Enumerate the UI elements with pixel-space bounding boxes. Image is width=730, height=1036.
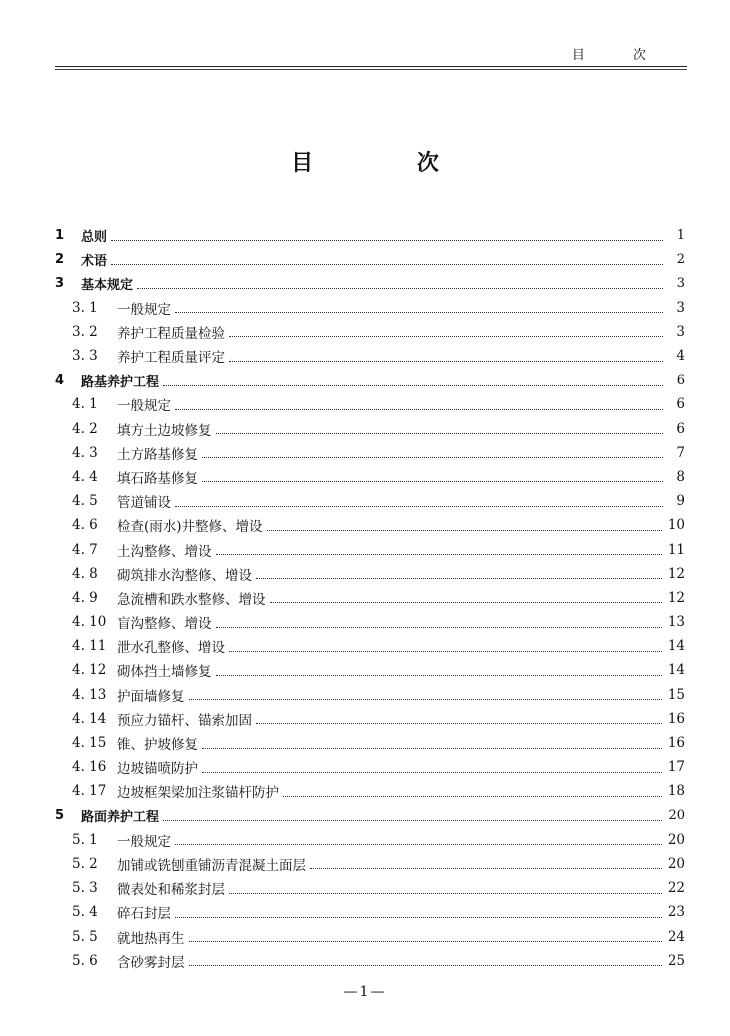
toc-entry-page: 14 [667,638,685,655]
toc-entry-title: 砌体挡土墙修复 [117,664,212,681]
toc-entry-number: 5. 5 [72,928,98,945]
toc-section-entry[interactable] [55,828,685,852]
toc-entry-page: 8 [676,468,685,485]
toc-dot-leader [175,409,663,410]
toc-section-entry[interactable] [55,852,685,876]
toc-dot-leader [283,796,662,797]
toc-entry-title: 术语 [81,253,108,269]
toc-entry-page: 10 [667,517,685,534]
toc-dot-leader [202,748,662,749]
toc-entry-number: 4. 13 [72,686,107,703]
toc-entry-number: 4. 16 [72,759,107,776]
toc-entry-number: 4 [55,372,65,388]
toc-entry-title: 急流槽和跌水整修、增设 [117,591,266,608]
toc-entry-page: 3 [676,323,685,340]
header-rule [55,66,687,67]
toc-section-entry[interactable] [55,562,685,586]
toc-entry-number: 3. 3 [72,348,98,365]
toc-entry-page: 6 [676,420,685,437]
toc-dot-leader [202,457,663,458]
toc-section-entry[interactable] [55,344,685,368]
toc-entry-page: 3 [676,275,685,291]
toc-chapter-entry[interactable] [55,271,685,295]
toc-dot-leader [256,723,662,724]
toc-entry-page: 18 [667,783,685,800]
toc-entry-title: 土沟整修、增设 [117,543,212,560]
toc-entry-title: 一般规定 [117,398,171,415]
toc-section-entry[interactable] [55,417,685,441]
toc-entry-title: 路基养护工程 [81,374,160,390]
toc-section-entry[interactable] [55,634,685,658]
toc-dot-leader [163,385,663,386]
toc-dot-leader [270,602,662,603]
toc-entry-number: 5 [55,808,65,824]
toc-entry-title: 土方路基修复 [117,446,198,463]
toc-entry-page: 17 [667,759,685,776]
toc-entry-number: 4. 10 [72,614,107,631]
toc-dot-leader [216,433,664,434]
toc-entry-title: 一般规定 [117,301,171,318]
toc-dot-leader [216,675,662,676]
toc-section-entry[interactable] [55,658,685,682]
toc-section-entry[interactable] [55,876,685,900]
toc-dot-leader [175,917,662,918]
toc-dot-leader [216,627,662,628]
toc-entry-number: 4. 7 [72,541,98,558]
toc-entry-page: 1 [676,227,685,243]
toc-entry-title: 填石路基修复 [117,470,198,487]
toc-section-entry[interactable] [55,296,685,320]
toc-entry-page: 2 [676,251,685,267]
toc-entry-number: 5. 2 [72,855,98,872]
toc-entry-page: 12 [667,565,685,582]
toc-section-entry[interactable] [55,513,685,537]
toc-entry-title: 泄水孔整修、增设 [117,640,225,657]
header-rule-thin [55,69,687,70]
toc-entry-page: 9 [676,493,685,510]
toc-section-entry[interactable] [55,755,685,779]
toc-entry-page: 16 [667,710,685,727]
toc-entry-number: 5. 3 [72,880,98,897]
toc-section-entry[interactable] [55,392,685,416]
toc-dot-leader [189,965,662,966]
toc-dot-leader [137,288,663,289]
toc-entry-title: 总则 [81,229,108,245]
toc-dot-leader [229,893,662,894]
toc-entry-title: 边坡锚喷防护 [117,761,198,778]
toc-entry-title: 路面养护工程 [81,810,160,826]
toc-entry-number: 3. 2 [72,323,98,340]
toc-entry-number: 4. 6 [72,517,98,534]
toc-section-entry[interactable] [55,731,685,755]
toc-dot-leader [267,530,662,531]
toc-entry-page: 14 [667,662,685,679]
toc-entry-title: 填方土边坡修复 [117,422,212,439]
toc-entry-title: 锥、护坡修复 [117,737,198,754]
toc-entry-page: 12 [667,589,685,606]
toc-dot-leader [175,312,663,313]
toc-entry-title: 管道铺设 [117,495,171,512]
toc-section-entry[interactable] [55,610,685,634]
toc-section-entry[interactable] [55,465,685,489]
toc-entry-title: 微表处和稀浆封层 [117,882,225,899]
toc-entry-number: 4. 14 [72,710,107,727]
toc-entry-number: 4. 3 [72,444,98,461]
toc-dot-leader [175,506,663,507]
toc-dot-leader [229,336,663,337]
toc-entry-title: 护面墙修复 [117,688,185,705]
toc-dot-leader [216,554,662,555]
toc-dot-leader [163,820,662,821]
toc-section-entry[interactable] [55,441,685,465]
toc-entry-page: 13 [667,614,685,631]
toc-section-entry[interactable] [55,489,685,513]
toc-entry-page: 20 [667,855,685,872]
toc-entry-number: 4. 12 [72,662,107,679]
toc-entry-title: 盲沟整修、增设 [117,616,212,633]
toc-section-entry[interactable] [55,683,685,707]
toc-dot-leader [175,844,662,845]
toc-section-entry[interactable] [55,779,685,803]
toc-dot-leader [202,772,662,773]
toc-entry-number: 4. 1 [72,396,98,413]
toc-entry-page: 20 [667,831,685,848]
toc-entry-title: 检查(雨水)井整修、增设 [117,519,263,536]
toc-section-entry[interactable] [55,320,685,344]
toc-entry-page: 20 [668,808,685,824]
toc-dot-leader [229,361,663,362]
toc-entry-number: 3 [55,275,65,291]
toc-dot-leader [189,941,662,942]
toc-entry-number: 4. 4 [72,468,98,485]
toc-entry-number: 4. 8 [72,565,98,582]
toc-entry-title: 碎石封层 [117,906,171,923]
toc-entry-number: 4. 11 [72,638,107,655]
toc-entry-number: 4. 5 [72,493,98,510]
toc-entry-number: 4. 17 [72,783,107,800]
toc-entry-number: 5. 4 [72,904,98,921]
toc-entry-page: 22 [667,880,685,897]
toc-entry-title: 养护工程质量评定 [117,350,225,367]
toc-entry-title: 基本规定 [81,277,134,293]
toc-entry-title: 加铺或铣刨重铺沥青混凝土面层 [117,857,306,874]
running-head: 目 次 [571,48,668,63]
toc-entry-number: 5. 6 [72,952,98,969]
toc-dot-leader [229,651,662,652]
toc-dot-leader [310,868,662,869]
toc-section-entry[interactable] [55,586,685,610]
toc-entry-page: 23 [667,904,685,921]
toc-entry-title: 砌筑排水沟整修、增设 [117,567,252,584]
toc-section-entry[interactable] [55,537,685,561]
toc-dot-leader [189,699,662,700]
toc-entry-page: 11 [667,541,685,558]
toc-chapter-entry[interactable] [55,247,685,271]
toc-entry-number: 5. 1 [72,831,98,848]
toc-entry-title: 预应力锚杆、锚索加固 [117,712,252,729]
toc-entry-title: 含砂雾封层 [117,954,185,971]
page-number: —1— [343,984,387,1000]
toc-dot-leader [202,481,663,482]
toc-dot-leader [111,264,663,265]
toc-entry-page: 4 [676,348,685,365]
toc-entry-page: 7 [676,444,685,461]
toc-section-entry[interactable] [55,924,685,948]
toc-entry-title: 养护工程质量检验 [117,325,225,342]
toc-entry-title: 一般规定 [117,833,171,850]
toc-entry-page: 6 [676,372,685,388]
toc-chapter-entry[interactable] [55,223,685,247]
toc-entry-page: 3 [676,299,685,316]
toc-section-entry[interactable] [55,900,685,924]
toc-section-entry[interactable] [55,707,685,731]
toc-dot-leader [111,240,663,241]
page-title: 目 次 [291,151,487,176]
toc-entry-number: 4. 9 [72,589,98,606]
toc-dot-leader [256,578,662,579]
toc-entry-title: 边坡框架梁加注浆锚杆防护 [117,785,279,802]
toc-entry-number: 4. 15 [72,735,107,752]
toc-entry-number: 2 [55,251,65,267]
toc-entry-number: 4. 2 [72,420,98,437]
toc-chapter-entry[interactable] [55,804,685,828]
toc-entry-page: 16 [667,735,685,752]
table-of-contents [55,223,685,973]
toc-entry-title: 就地热再生 [117,930,185,947]
toc-entry-page: 6 [676,396,685,413]
toc-entry-page: 24 [667,928,685,945]
toc-entry-page: 15 [667,686,685,703]
toc-section-entry[interactable] [55,949,685,973]
toc-entry-number: 1 [55,227,65,243]
toc-entry-page: 25 [667,952,685,969]
toc-entry-number: 3. 1 [72,299,98,316]
toc-chapter-entry[interactable] [55,368,685,392]
